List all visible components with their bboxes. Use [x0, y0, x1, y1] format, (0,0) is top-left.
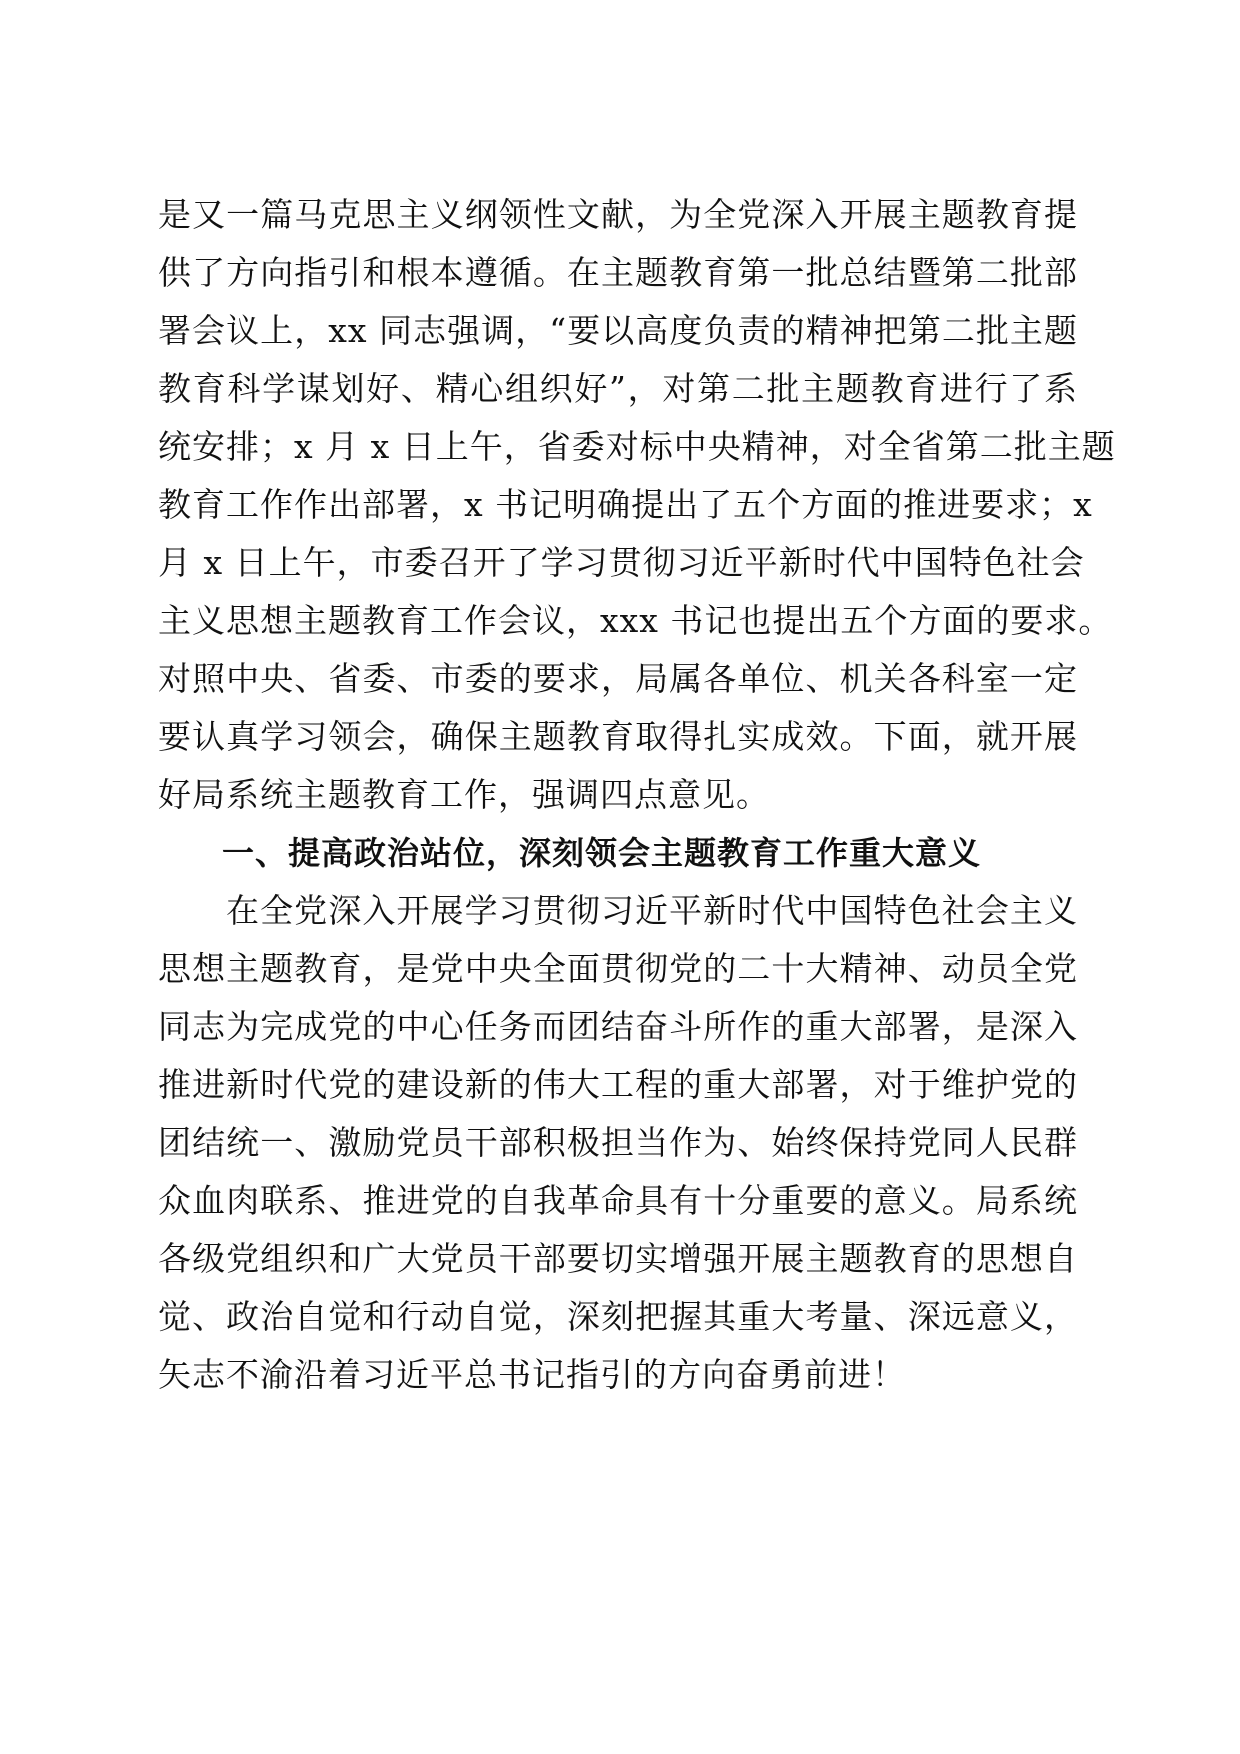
text-line: 同志为完成党的中心任务而团结奋斗所作的重大部署，是深入 [158, 1007, 1078, 1046]
text-line: 要认真学习领会，确保主题教育取得扎实成效。下面，就开展 [158, 717, 1078, 756]
text-line: 觉、政治自觉和行动自觉，深刻把握其重大考量、深远意义， [158, 1297, 1078, 1336]
text-line: 矢志不渝沿着习近平总书记指引的方向奋勇前进！ [158, 1355, 906, 1394]
text-line: 是又一篇马克思主义纲领性文献，为全党深入开展主题教育提 [158, 195, 1078, 234]
section-heading: 一、提高政治站位，深刻领会主题教育工作重大意义 [222, 834, 982, 872]
text-line: 团结统一、激励党员干部积极担当作为、始终保持党同人民群 [158, 1123, 1078, 1162]
text-line: 统安排；x 月 x 日上午，省委对标中央精神，对全省第二批主题 [158, 427, 1116, 466]
text-line: 署会议上，xx 同志强调，“要以高度负责的精神把第二批主题 [158, 311, 1078, 350]
text-line: 众血肉联系、推进党的自我革命具有十分重要的意义。局系统 [158, 1181, 1078, 1220]
text-line: 各级党组织和广大党员干部要切实增强开展主题教育的思想自 [158, 1239, 1078, 1278]
text-line: 主义思想主题教育工作会议，xxx 书记也提出五个方面的要求。 [158, 601, 1113, 640]
text-line: 推进新时代党的建设新的伟大工程的重大部署，对于维护党的 [158, 1065, 1078, 1104]
text-line: 对照中央、省委、市委的要求，局属各单位、机关各科室一定 [158, 659, 1078, 698]
text-line: 教育科学谋划好、精心组织好”，对第二批主题教育进行了系 [158, 369, 1078, 408]
text-line: 好局系统主题教育工作，强调四点意见。 [158, 775, 770, 814]
text-line: 思想主题教育，是党中央全面贯彻党的二十大精神、动员全党 [158, 949, 1078, 988]
text-line: 月 x 日上午，市委召开了学习贯彻习近平新时代中国特色社会 [158, 543, 1085, 582]
text-line: 教育工作作出部署，x 书记明确提出了五个方面的推进要求；x [158, 485, 1093, 524]
text-line: 在全党深入开展学习贯彻习近平新时代中国特色社会主义 [226, 891, 1078, 930]
text-line: 供了方向指引和根本遵循。在主题教育第一批总结暨第二批部 [158, 253, 1078, 292]
